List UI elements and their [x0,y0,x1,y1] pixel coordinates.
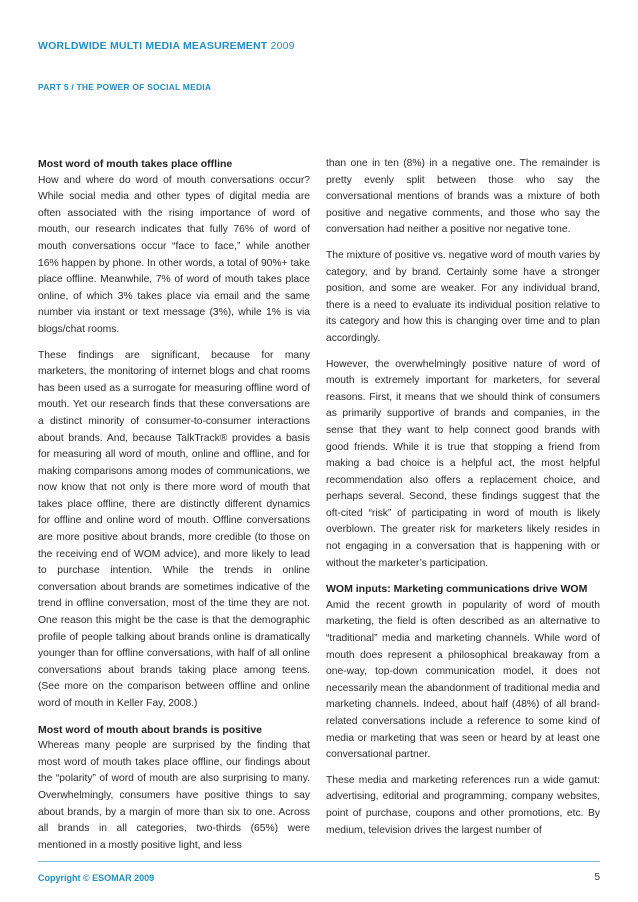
page-number: 5 [594,872,600,883]
heading-offline: Most word of mouth takes place offline [38,158,233,170]
heading-positive: Most word of mouth about brands is positive [38,723,263,736]
document-header [38,36,295,54]
paragraph: How and where do word of mouth conversations occur? While social media and other types of digital media are often associated with the rising importance of word of mouth, our research indicates that fully 76% of word of mouth conversations occur “face to face,” while another 16% happen by phone. In other words, a total of 90%+ take place offline. Meanwhile, 7% of word of mouth takes place online, of which 3% takes place via email and the same number via instant or text message (3%), while 1% is via blogs/chat rooms. [38,174,310,335]
paragraph: than one in ten (8%) in a negative one. The remainder is pretty evenly split between those who say the conversational mentions of brands was a mixture of both positive and negative comments, and those who say the conversation had neither a positive nor negative tone. [326,158,600,236]
right-column [326,156,600,848]
paragraph: However, the overwhelmingly positive nature of word of mouth is extremely important for marketers, for several reasons. First, it means that we should think of consumers as primarily supportive of brands and companies, in the sense that they want to help connect good brands with good friends. While it is true that stopping a friend from making a bad choice is a helpful act, the most helpful recommendation also offers a replacement choice, and perhaps several. Second, these findings suggest that the oft-cited “risk” of participating in word of mouth is likely overblown. The greater risk for marketers likely resides in not engaging in a conversation that is happening with or without the marketer’s participation. [326,358,600,569]
footer-divider [38,861,600,862]
document-title: WORLDWIDE MULTI MEDIA MEASUREMENT 2009 [38,40,295,52]
heading-wom-inputs: WOM inputs: Marketing communications drive WOM [326,583,588,596]
document-year: 2009 [270,40,295,52]
paragraph: These media and marketing references run a wide gamut: advertising, editorial and programming, company websites, point of purchase, coupons and other promotions, etc. By medium, television drives the largest number of [326,774,600,836]
copyright-notice: Copyright © ESOMAR 2009 [38,873,155,883]
paragraph: Whereas many people are surprised by the finding that most word of mouth takes place offline, our findings about the “polarity” of word of mouth are also surprising to many. Overwhelmingly, consumers have positive things to say about brands, by a margin of more than six to one. Across all brands in all categories, two-thirds (65%) were mentioned in a mostly positive light, and less [38,740,310,851]
section-label: PART 5 / THE POWER OF SOCIAL MEDIA [38,82,212,92]
paragraph: Amid the recent growth in popularity of word of mouth marketing, the field is often described as an alternative to “traditional” media and marketing channels. While word of mouth does represent a philosophical breakaway from a one-way, top-down communication model, it does not necessarily mean the abandonment of traditional media and marketing channels. Indeed, about half (48%) of all brand-related conversations include a reference to some kind of media or marketing that was seen or heard by at least one conversational partner. [326,599,600,761]
paragraph: The mixture of positive vs. negative word of mouth varies by category, and by brand. Certainly some have a stronger position, and some are weaker. For any individual brand, there is a need to evaluate its individual position relative to its category and how this is changing over time and to plan accordingly. [326,249,600,344]
paragraph: These findings are significant, because for many marketers, the monitoring of internet blogs and chat rooms has been used as a surrogate for measuring offline word of mouth. Yet our research finds that these conversations are a distinct minority of consumer-to-consumer interactions about brands. And, because TalkTrack® provides a basis for measuring all word of mouth, online and offline, and for making comparisons among modes of communications, we now know that not only is there more word of mouth that takes place offline, there are distinctly different dynamics for offline and online word of mouth. Offline conversations are more positive about brands, more credible (to those on the receiving end of WOM advice), and more likely to lead to purchase intention. While the trends in online conversation about brands are sometimes indicative of the trend in offline conversation, most of the time they are not. One reason this might be the case is that the demographic profile of people talking about brands online is dramatically younger than for offline conversations, with half of all online conversations about brands taking place among teens. (See more on the comparison between offline and online word of mouth in Keller Fay, 2008.) [38,349,310,709]
left-column [38,156,310,863]
